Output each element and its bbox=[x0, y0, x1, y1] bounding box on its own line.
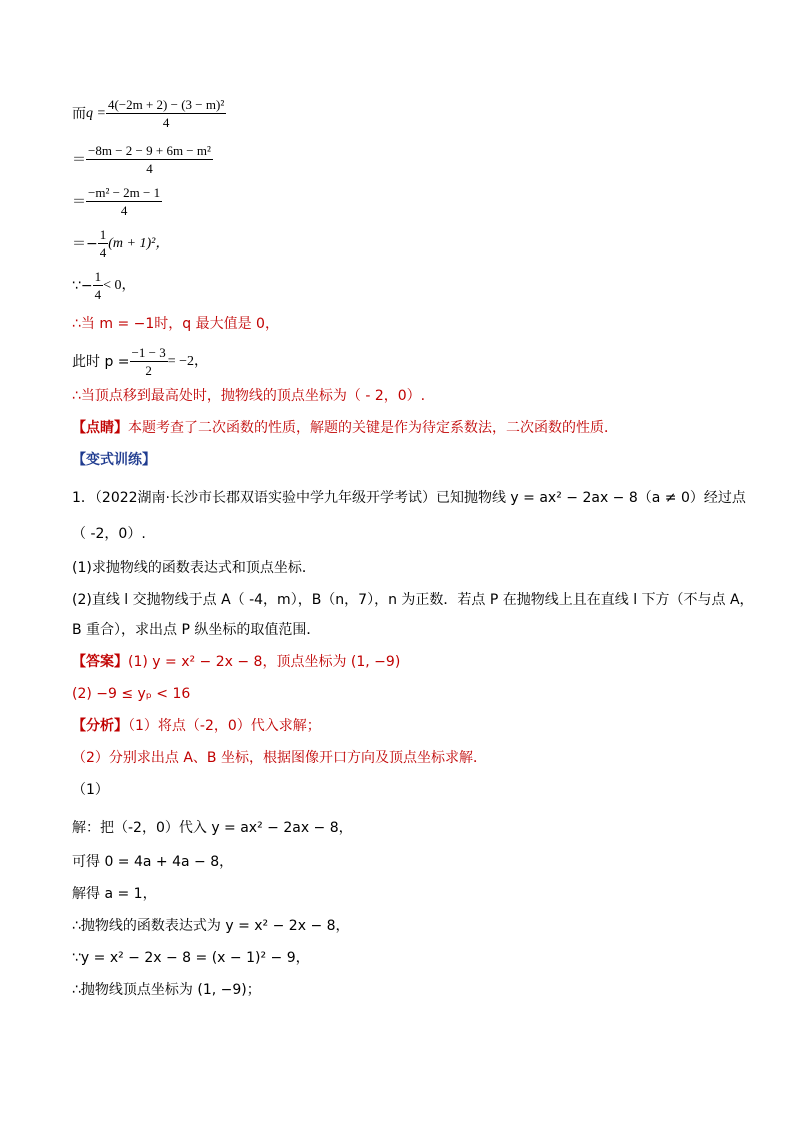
answer-line-1 bbox=[72, 652, 400, 672]
problem-line-2: （ -2，0）. bbox=[72, 526, 146, 542]
solution-step-4: ∴抛物线的函数表达式为 y = x² − 2x − 8， bbox=[72, 918, 350, 934]
solution-step-3: 解得 a = 1， bbox=[72, 886, 157, 902]
fraction-denominator: 4 bbox=[120, 203, 128, 218]
question-2-line-2: B 重合），求出点 P 纵坐标的取值范围． bbox=[72, 622, 321, 638]
fraction-numerator: −8m − 2 − 9 + 6m − m² bbox=[88, 143, 211, 158]
step-rest: < 0， bbox=[103, 277, 136, 293]
q-lhs: q = bbox=[86, 105, 106, 121]
answer-line-2: (2) −9 ≤ yₚ < 16 bbox=[72, 686, 191, 702]
fraction-numerator: 4(−2m + 2) − (3 − m)² bbox=[107, 97, 225, 112]
solution-step-5: ∵y = x² − 2x − 8 = (x − 1)² − 9， bbox=[72, 950, 310, 966]
p-fraction bbox=[130, 344, 168, 379]
fraction-numerator: −m² − 2m − 1 bbox=[88, 185, 161, 200]
problem-line-1: 1．（2022湖南·长沙市长郡双语实验中学九年级开学考试）已知抛物线 y = ax² − 2ax − 8（a ≠ 0）经过点 bbox=[72, 490, 746, 506]
solution-step-2: 可得 0 = 4a + 4a − 8， bbox=[72, 854, 234, 870]
step-rest: = −2， bbox=[167, 353, 208, 369]
step-fraction bbox=[98, 226, 109, 261]
max-value-line: ∴当 m = −1时，q 最大值是 0， bbox=[72, 316, 279, 332]
analysis-step-1: （1）将点（-2，0）代入求解； bbox=[128, 718, 321, 734]
fraction-denominator: 4 bbox=[146, 161, 153, 176]
q-step-4 bbox=[72, 226, 169, 261]
prefix-text: 而 bbox=[72, 105, 86, 122]
fraction-denominator: 4 bbox=[162, 115, 170, 130]
step-fraction bbox=[86, 142, 213, 177]
equals-sign: ＝ bbox=[72, 151, 86, 168]
comment-line bbox=[72, 418, 618, 438]
equals-minus: ＝− bbox=[72, 235, 98, 252]
q-step-2 bbox=[72, 142, 213, 177]
q-fraction bbox=[106, 96, 226, 131]
answer-part-1: (1) y = x² − 2x − 8，顶点坐标为 (1, −9) bbox=[128, 654, 401, 670]
because-minus: ∵− bbox=[72, 277, 93, 294]
comment-label: 【点睛】 bbox=[72, 420, 128, 436]
analysis-label: 【分析】 bbox=[72, 718, 128, 734]
equals-sign: ＝ bbox=[72, 193, 86, 210]
fraction-numerator: −1 − 3 bbox=[131, 345, 166, 360]
analysis-line-2: （2）分别求出点 A、B 坐标，根据图像开口方向及顶点坐标求解． bbox=[72, 750, 487, 766]
solution-step-1: 解：把（-2，0）代入 y = ax² − 2ax − 8， bbox=[72, 820, 353, 836]
step-fraction bbox=[86, 184, 162, 219]
p-value-line bbox=[72, 344, 208, 379]
fraction-denominator: 4 bbox=[94, 287, 102, 302]
answer-label: 【答案】 bbox=[72, 654, 128, 670]
analysis-line-1 bbox=[72, 716, 321, 736]
fraction-numerator: 1 bbox=[99, 227, 107, 242]
comment-text: 本题考查了二次函数的性质，解题的关键是作为待定系数法，二次函数的性质． bbox=[128, 420, 618, 436]
solution-part-label: （1） bbox=[72, 782, 109, 798]
fraction-denominator: 4 bbox=[99, 245, 107, 260]
question-1: (1)求抛物线的函数表达式和顶点坐标． bbox=[72, 560, 316, 576]
step-fraction bbox=[93, 268, 104, 303]
q-definition bbox=[72, 96, 226, 131]
section-heading: 【变式训练】 bbox=[72, 452, 156, 468]
p-lhs: 此时 p = bbox=[72, 353, 130, 370]
question-2-line-1: (2)直线 l 交抛物线于点 A（ -4，m），B（n，7），n 为正数．若点 P 在抛物线上且在直线 l 下方（不与点 A， bbox=[72, 592, 754, 608]
fraction-numerator: 1 bbox=[94, 269, 102, 284]
solution-step-6: ∴抛物线顶点坐标为 (1, −9)； bbox=[72, 982, 261, 998]
vertex-conclusion: ∴当顶点移到最高处时，抛物线的顶点坐标为（ - 2，0）. bbox=[72, 388, 426, 404]
negative-check bbox=[72, 268, 136, 303]
fraction-denominator: 2 bbox=[145, 363, 152, 378]
q-step-3 bbox=[72, 184, 162, 219]
step-rest: (m + 1)²， bbox=[108, 235, 170, 251]
